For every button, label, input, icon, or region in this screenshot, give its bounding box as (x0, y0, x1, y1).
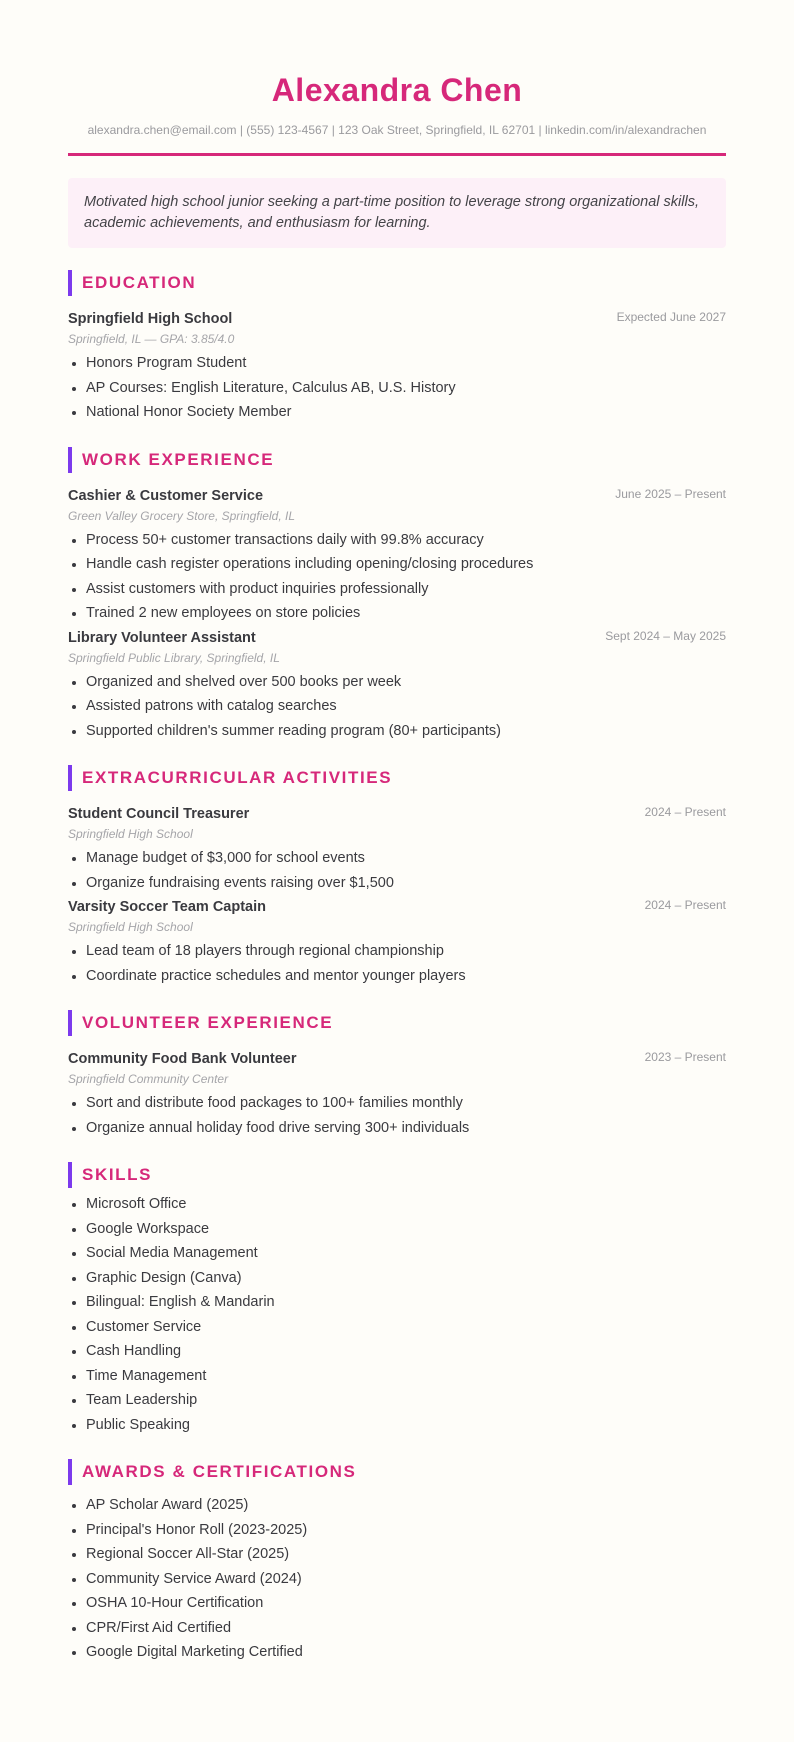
entry-subtitle: Springfield, IL — GPA: 3.85/4.0 (68, 332, 235, 346)
entry-title: Springfield High School (68, 311, 233, 327)
entry-title: Community Food Bank Volunteer (68, 1051, 297, 1067)
bullet-item: AP Courses: English Literature, Calculus AB, U.S. History (68, 376, 726, 401)
entry-subtitle: Springfield High School (68, 827, 193, 841)
award-item: Principal's Honor Roll (2023-2025) (68, 1518, 726, 1543)
section-volunteer (68, 1010, 726, 1140)
contact-info: alexandra.chen@email.com | (555) 123-4567 | 123 Oak Street, Springfield, IL 62701 | linkedin.com/in/alexandrachen (87, 123, 707, 137)
entry-date: 2024 – Present (644, 805, 726, 819)
section-awards (68, 1459, 726, 1665)
bullet-item: National Honor Society Member (68, 400, 726, 425)
entry-title: Library Volunteer Assistant (68, 629, 256, 646)
bullet-item: Assisted patrons with catalog searches (68, 694, 726, 719)
bullet-item: Supported children's summer reading program (80+ participants) (68, 719, 726, 744)
awards-list (68, 1493, 726, 1665)
award-item: Community Service Award (2024) (68, 1567, 726, 1592)
entry-bullets (68, 939, 726, 988)
bullet-item: Assist customers with product inquiries professionally (68, 577, 726, 602)
resume-header (68, 0, 726, 156)
entry-title: Cashier & Customer Service (68, 487, 264, 504)
bullet-item: Handle cash register operations including opening/closing procedures (68, 552, 726, 577)
bullet-item: Sort and distribute food packages to 100+ families monthly (68, 1091, 726, 1116)
section-education (68, 270, 726, 425)
entry-date: 2023 – Present (644, 1050, 726, 1064)
bullet-item: Lead team of 18 players through regional championship (68, 939, 726, 964)
award-item: Regional Soccer All-Star (2025) (68, 1542, 726, 1567)
entry-subtitle: Springfield Community Center (68, 1072, 229, 1086)
bullet-item: Coordinate practice schedules and mentor younger players (68, 964, 726, 989)
bullet-item: Honors Program Student (68, 351, 726, 376)
section-title-extracurricular: EXTRACURRICULAR ACTIVITIES (68, 765, 726, 791)
bullet-item: Organized and shelved over 500 books per week (68, 670, 726, 695)
skill-item: Public Speaking (68, 1413, 726, 1438)
activity-entry (68, 897, 726, 988)
skill-item: Google Workspace (68, 1217, 726, 1242)
skill-item: Customer Service (68, 1315, 726, 1340)
bullet-item: Organize fundraising events raising over $1,500 (68, 871, 726, 896)
entry-subtitle: Springfield Public Library, Springfield, IL (68, 650, 280, 665)
section-title-volunteer: VOLUNTEER EXPERIENCE (68, 1010, 726, 1036)
section-title-work: WORK EXPERIENCE (68, 447, 726, 473)
candidate-name: Alexandra Chen (271, 72, 523, 108)
entry-date: Sept 2024 – May 2025 (605, 628, 726, 643)
entry-title: Varsity Soccer Team Captain (68, 899, 266, 915)
skill-item: Time Management (68, 1364, 726, 1389)
award-item: Google Digital Marketing Certified (68, 1640, 726, 1665)
entry-date: 2024 – Present (644, 898, 726, 912)
award-item: CPR/First Aid Certified (68, 1616, 726, 1641)
entry-bullets (68, 528, 726, 626)
section-work-experience (68, 447, 726, 744)
entry-bullets (68, 351, 726, 425)
bullet-item: Trained 2 new employees on store policies (68, 601, 726, 626)
entry-bullets (68, 846, 726, 895)
section-title-skills: SKILLS (68, 1162, 726, 1188)
bullet-item: Organize annual holiday food drive serving 300+ individuals (68, 1116, 726, 1141)
education-entry (68, 309, 726, 425)
skills-list (68, 1192, 726, 1437)
entry-date: Expected June 2027 (616, 310, 726, 324)
entry-subtitle: Springfield High School (68, 920, 193, 934)
skill-item: Social Media Management (68, 1241, 726, 1266)
activity-entry (68, 804, 726, 895)
section-skills (68, 1162, 726, 1437)
award-item: AP Scholar Award (2025) (68, 1493, 726, 1518)
award-item: OSHA 10-Hour Certification (68, 1591, 726, 1616)
entry-bullets (68, 670, 726, 744)
work-entry (68, 628, 726, 744)
work-entry (68, 486, 726, 626)
volunteer-entry (68, 1049, 726, 1140)
entry-date: June 2025 – Present (615, 486, 726, 501)
section-extracurricular (68, 765, 726, 988)
entry-bullets (68, 1091, 726, 1140)
section-title-education: EDUCATION (68, 270, 726, 296)
skill-item: Graphic Design (Canva) (68, 1266, 726, 1291)
bullet-item: Manage budget of $3,000 for school events (68, 846, 726, 871)
skill-item: Bilingual: English & Mandarin (68, 1290, 726, 1315)
bullet-item: Process 50+ customer transactions daily with 99.8% accuracy (68, 528, 726, 553)
summary-box: Motivated high school junior seeking a part-time position to leverage strong organizational skills, academic achievements, and enthusiasm for learning. (68, 178, 726, 248)
skill-item: Microsoft Office (68, 1192, 726, 1217)
header-divider (68, 153, 726, 156)
entry-subtitle: Green Valley Grocery Store, Springfield, IL (68, 508, 295, 523)
entry-title: Student Council Treasurer (68, 806, 250, 822)
section-title-awards: AWARDS & CERTIFICATIONS (68, 1459, 726, 1485)
skill-item: Team Leadership (68, 1388, 726, 1413)
skill-item: Cash Handling (68, 1339, 726, 1364)
